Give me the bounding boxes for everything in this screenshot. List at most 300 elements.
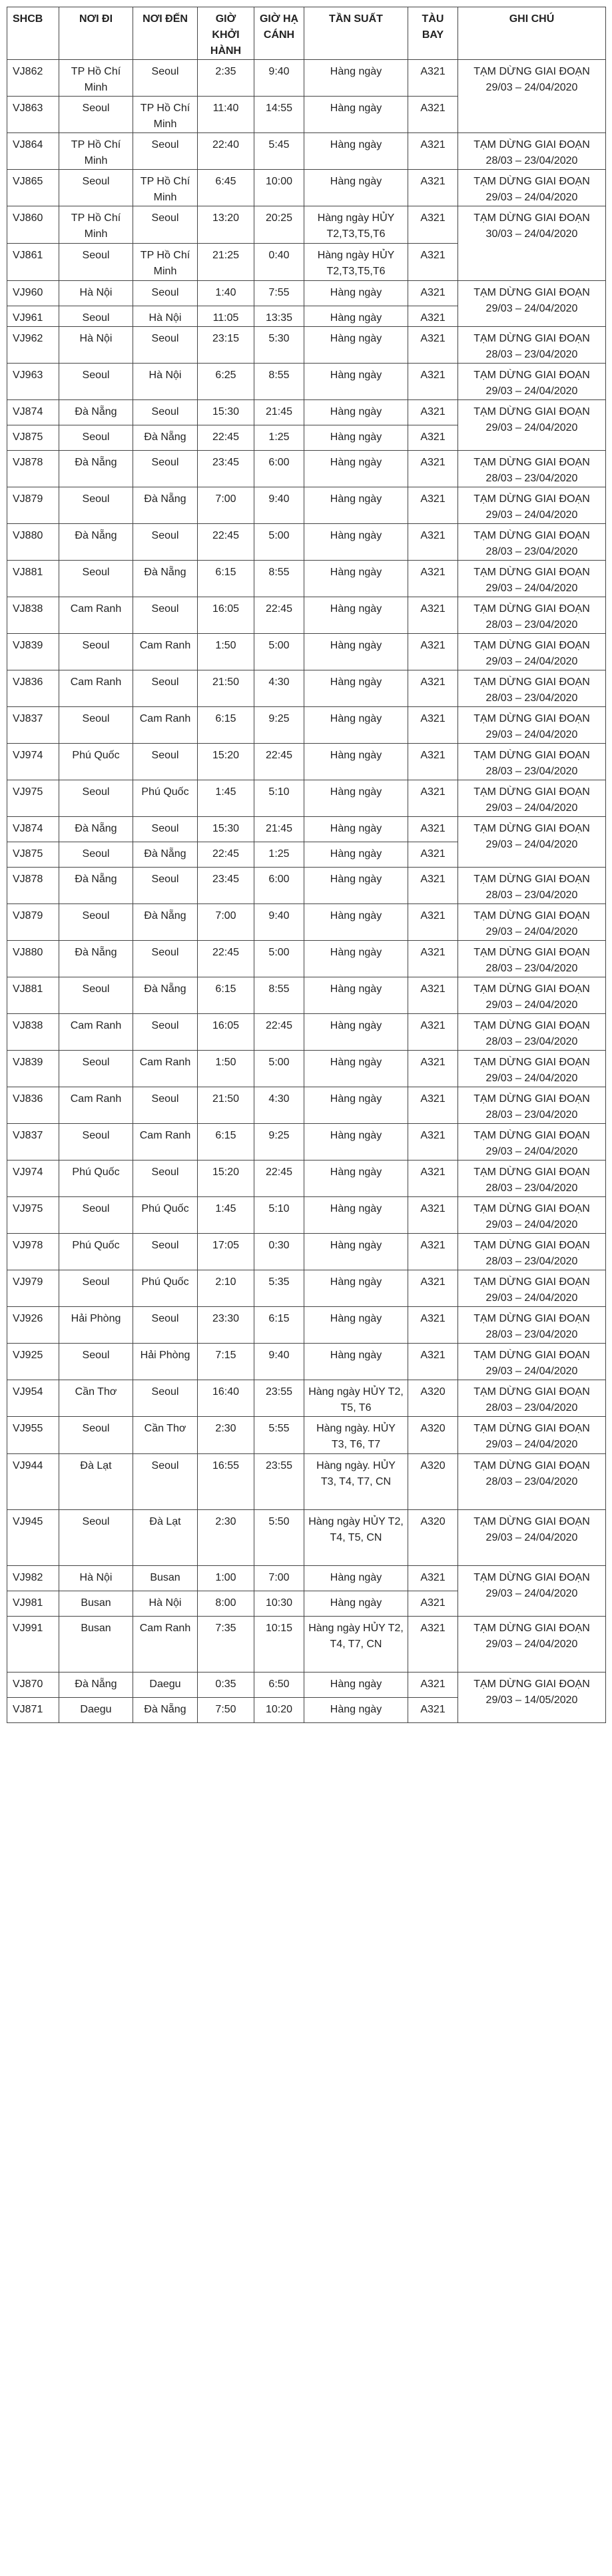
origin-cell: Seoul — [59, 780, 133, 817]
origin-cell: Đà Nẵng — [59, 941, 133, 977]
destination-cell: TP Hồ Chí Minh — [133, 170, 198, 206]
destination-cell: Seoul — [133, 206, 198, 244]
aircraft-cell: A321 — [408, 1051, 458, 1087]
frequency-cell: Hàng ngày — [304, 597, 408, 634]
notes-cell: TẠM DỪNG GIAI ĐOẠN 29/03 – 24/04/2020 — [458, 634, 606, 670]
aircraft-cell: A321 — [408, 170, 458, 206]
departure-time-cell: 7:00 — [198, 487, 254, 524]
departure-time-cell: 16:05 — [198, 597, 254, 634]
flight-code-cell: VJ954 — [7, 1380, 59, 1417]
departure-time-cell: 0:35 — [198, 1673, 254, 1698]
origin-cell: Seoul — [59, 1051, 133, 1087]
destination-cell: Hà Nội — [133, 306, 198, 327]
arrival-time-cell: 10:30 — [254, 1591, 304, 1617]
flight-code-cell: VJ874 — [7, 817, 59, 842]
aircraft-cell: A320 — [408, 1417, 458, 1454]
table-row — [7, 281, 606, 306]
destination-cell: Cam Ranh — [133, 1051, 198, 1087]
destination-cell: Phú Quốc — [133, 1270, 198, 1307]
table-row — [7, 561, 606, 597]
frequency-cell: Hàng ngày — [304, 1014, 408, 1051]
table-row — [7, 1454, 606, 1510]
frequency-cell: Hàng ngày — [304, 97, 408, 133]
arrival-time-cell: 9:40 — [254, 904, 304, 941]
departure-time-cell: 15:20 — [198, 744, 254, 780]
table-row — [7, 744, 606, 780]
destination-cell: Seoul — [133, 60, 198, 97]
aircraft-cell: A321 — [408, 1673, 458, 1698]
destination-cell: Seoul — [133, 1160, 198, 1197]
aircraft-cell: A321 — [408, 524, 458, 561]
arrival-time-cell: 9:40 — [254, 1344, 304, 1380]
departure-time-cell: 1:40 — [198, 281, 254, 306]
departure-time-cell: 23:15 — [198, 327, 254, 364]
departure-time-cell: 23:30 — [198, 1307, 254, 1344]
destination-cell: Đà Nẵng — [133, 977, 198, 1014]
arrival-time-cell: 10:15 — [254, 1617, 304, 1673]
table-row — [7, 1307, 606, 1344]
arrival-time-cell: 0:40 — [254, 244, 304, 281]
destination-cell: Seoul — [133, 670, 198, 707]
origin-cell: Đà Nẵng — [59, 400, 133, 425]
table-row — [7, 941, 606, 977]
arrival-time-cell: 20:25 — [254, 206, 304, 244]
frequency-cell: Hàng ngày — [304, 1124, 408, 1160]
notes-cell: TẠM DỪNG GIAI ĐOẠN 28/03 – 23/04/2020 — [458, 451, 606, 487]
departure-time-cell: 6:15 — [198, 977, 254, 1014]
destination-cell: Cam Ranh — [133, 634, 198, 670]
frequency-cell: Hàng ngày — [304, 1234, 408, 1270]
arrival-time-cell: 23:55 — [254, 1454, 304, 1510]
departure-time-cell: 7:00 — [198, 904, 254, 941]
frequency-cell: Hàng ngày — [304, 364, 408, 400]
notes-cell: TẠM DỪNG GIAI ĐOẠN 29/03 – 24/04/2020 — [458, 170, 606, 206]
arrival-time-cell: 5:55 — [254, 1417, 304, 1454]
aircraft-cell: A321 — [408, 744, 458, 780]
frequency-cell: Hàng ngày HỦY T2, T5, T6 — [304, 1380, 408, 1417]
notes-cell: TẠM DỪNG GIAI ĐOẠN 28/03 – 23/04/2020 — [458, 597, 606, 634]
header-frequency: TẦN SUẤT — [304, 7, 408, 60]
destination-cell: Seoul — [133, 451, 198, 487]
table-row — [7, 1510, 606, 1566]
departure-time-cell: 22:45 — [198, 941, 254, 977]
flight-code-cell: VJ878 — [7, 451, 59, 487]
table-row — [7, 1124, 606, 1160]
notes-cell: TẠM DỪNG GIAI ĐOẠN 28/03 – 23/04/2020 — [458, 1087, 606, 1124]
origin-cell: Đà Nẵng — [59, 817, 133, 842]
frequency-cell: Hàng ngày HỦY T2, T4, T7, CN — [304, 1617, 408, 1673]
origin-cell: Seoul — [59, 1270, 133, 1307]
header-shcb: SHCB — [7, 7, 59, 60]
frequency-cell: Hàng ngày — [304, 868, 408, 904]
origin-cell: Đà Nẵng — [59, 451, 133, 487]
origin-cell: Busan — [59, 1591, 133, 1617]
arrival-time-cell: 1:25 — [254, 842, 304, 868]
departure-time-cell: 22:45 — [198, 425, 254, 451]
notes-cell: TẠM DỪNG GIAI ĐOẠN 28/03 – 23/04/2020 — [458, 133, 606, 170]
notes-cell: TẠM DỪNG GIAI ĐOẠN 29/03 – 24/04/2020 — [458, 400, 606, 451]
table-row — [7, 868, 606, 904]
frequency-cell: Hàng ngày — [304, 1673, 408, 1698]
destination-cell: Cam Ranh — [133, 707, 198, 744]
flight-code-cell: VJ860 — [7, 206, 59, 244]
frequency-cell: Hàng ngày — [304, 780, 408, 817]
frequency-cell: Hàng ngày — [304, 451, 408, 487]
flight-code-cell: VJ974 — [7, 1160, 59, 1197]
aircraft-cell: A321 — [408, 1124, 458, 1160]
flight-code-cell: VJ837 — [7, 1124, 59, 1160]
flight-code-cell: VJ838 — [7, 597, 59, 634]
flight-code-cell: VJ961 — [7, 306, 59, 327]
flight-code-cell: VJ879 — [7, 487, 59, 524]
frequency-cell: Hàng ngày — [304, 1307, 408, 1344]
destination-cell: Đà Nẵng — [133, 842, 198, 868]
arrival-time-cell: 4:30 — [254, 1087, 304, 1124]
flight-code-cell: VJ975 — [7, 780, 59, 817]
aircraft-cell: A321 — [408, 1617, 458, 1673]
destination-cell: Seoul — [133, 524, 198, 561]
destination-cell: Hà Nội — [133, 364, 198, 400]
origin-cell: TP Hồ Chí Minh — [59, 133, 133, 170]
origin-cell: Cam Ranh — [59, 1087, 133, 1124]
flight-code-cell: VJ881 — [7, 977, 59, 1014]
table-row — [7, 1160, 606, 1197]
flight-code-cell: VJ963 — [7, 364, 59, 400]
flight-code-cell: VJ874 — [7, 400, 59, 425]
aircraft-cell: A321 — [408, 1197, 458, 1234]
aircraft-cell: A321 — [408, 97, 458, 133]
destination-cell: Phú Quốc — [133, 780, 198, 817]
flight-code-cell: VJ880 — [7, 524, 59, 561]
flight-code-cell: VJ978 — [7, 1234, 59, 1270]
table-row — [7, 1673, 606, 1698]
notes-cell: TẠM DỪNG GIAI ĐOẠN 28/03 – 23/04/2020 — [458, 1160, 606, 1197]
notes-cell: TẠM DỪNG GIAI ĐOẠN 29/03 – 24/04/2020 — [458, 1344, 606, 1380]
aircraft-cell: A321 — [408, 780, 458, 817]
flight-code-cell: VJ864 — [7, 133, 59, 170]
arrival-time-cell: 10:20 — [254, 1698, 304, 1723]
destination-cell: Đà Nẵng — [133, 1698, 198, 1723]
flight-code-cell: VJ862 — [7, 60, 59, 97]
notes-cell: TẠM DỪNG GIAI ĐOẠN 29/03 – 24/04/2020 — [458, 1051, 606, 1087]
aircraft-cell: A321 — [408, 306, 458, 327]
departure-time-cell: 6:15 — [198, 561, 254, 597]
notes-cell: TẠM DỪNG GIAI ĐOẠN 29/03 – 24/04/2020 — [458, 780, 606, 817]
frequency-cell: Hàng ngày — [304, 306, 408, 327]
aircraft-cell: A321 — [408, 487, 458, 524]
destination-cell: Đà Lạt — [133, 1510, 198, 1566]
table-row — [7, 597, 606, 634]
origin-cell: Seoul — [59, 97, 133, 133]
arrival-time-cell: 10:00 — [254, 170, 304, 206]
flight-code-cell: VJ837 — [7, 707, 59, 744]
destination-cell: Hà Nội — [133, 1591, 198, 1617]
table-row — [7, 451, 606, 487]
destination-cell: Seoul — [133, 1087, 198, 1124]
origin-cell: Cam Ranh — [59, 1014, 133, 1051]
destination-cell: Seoul — [133, 327, 198, 364]
flight-code-cell: VJ881 — [7, 561, 59, 597]
origin-cell: Seoul — [59, 425, 133, 451]
origin-cell: Hà Nội — [59, 281, 133, 306]
destination-cell: Phú Quốc — [133, 1197, 198, 1234]
arrival-time-cell: 6:15 — [254, 1307, 304, 1344]
frequency-cell: Hàng ngày — [304, 327, 408, 364]
notes-cell: TẠM DỪNG GIAI ĐOẠN 29/03 – 24/04/2020 — [458, 1197, 606, 1234]
frequency-cell: Hàng ngày — [304, 1344, 408, 1380]
departure-time-cell: 2:10 — [198, 1270, 254, 1307]
frequency-cell: Hàng ngày — [304, 904, 408, 941]
arrival-time-cell: 8:55 — [254, 561, 304, 597]
origin-cell: Seoul — [59, 244, 133, 281]
aircraft-cell: A321 — [408, 904, 458, 941]
frequency-cell: Hàng ngày — [304, 133, 408, 170]
table-row — [7, 1234, 606, 1270]
destination-cell: Busan — [133, 1566, 198, 1591]
departure-time-cell: 22:40 — [198, 133, 254, 170]
frequency-cell: Hàng ngày — [304, 1087, 408, 1124]
notes-cell: TẠM DỪNG GIAI ĐOẠN 28/03 – 23/04/2020 — [458, 1014, 606, 1051]
notes-cell: TẠM DỪNG GIAI ĐOẠN 28/03 – 23/04/2020 — [458, 327, 606, 364]
origin-cell: TP Hồ Chí Minh — [59, 206, 133, 244]
flight-code-cell: VJ962 — [7, 327, 59, 364]
departure-time-cell: 8:00 — [198, 1591, 254, 1617]
table-row — [7, 327, 606, 364]
flight-code-cell: VJ879 — [7, 904, 59, 941]
origin-cell: Đà Lạt — [59, 1454, 133, 1510]
flight-code-cell: VJ875 — [7, 842, 59, 868]
aircraft-cell: A321 — [408, 1014, 458, 1051]
frequency-cell: Hàng ngày — [304, 1591, 408, 1617]
origin-cell: Seoul — [59, 170, 133, 206]
destination-cell: Seoul — [133, 1307, 198, 1344]
flight-code-cell: VJ925 — [7, 1344, 59, 1380]
flight-code-cell: VJ861 — [7, 244, 59, 281]
header-destination: NƠI ĐẾN — [133, 7, 198, 60]
aircraft-cell: A321 — [408, 634, 458, 670]
flight-code-cell: VJ975 — [7, 1197, 59, 1234]
frequency-cell: Hàng ngày — [304, 1160, 408, 1197]
origin-cell: Busan — [59, 1617, 133, 1673]
arrival-time-cell: 5:00 — [254, 524, 304, 561]
aircraft-cell: A320 — [408, 1510, 458, 1566]
departure-time-cell: 22:45 — [198, 842, 254, 868]
flight-code-cell: VJ945 — [7, 1510, 59, 1566]
aircraft-cell: A321 — [408, 206, 458, 244]
notes-cell: TẠM DỪNG GIAI ĐOẠN 28/03 – 23/04/2020 — [458, 941, 606, 977]
flight-code-cell: VJ863 — [7, 97, 59, 133]
destination-cell: Seoul — [133, 133, 198, 170]
origin-cell: Đà Nẵng — [59, 1673, 133, 1698]
departure-time-cell: 11:40 — [198, 97, 254, 133]
departure-time-cell: 7:35 — [198, 1617, 254, 1673]
aircraft-cell: A321 — [408, 327, 458, 364]
departure-time-cell: 16:40 — [198, 1380, 254, 1417]
destination-cell: Seoul — [133, 597, 198, 634]
table-row — [7, 170, 606, 206]
aircraft-cell: A321 — [408, 842, 458, 868]
header-departure: NƠI ĐI — [59, 7, 133, 60]
table-row — [7, 780, 606, 817]
flight-code-cell: VJ979 — [7, 1270, 59, 1307]
arrival-time-cell: 5:00 — [254, 634, 304, 670]
frequency-cell: Hàng ngày HỦY T2,T3,T5,T6 — [304, 244, 408, 281]
arrival-time-cell: 5:10 — [254, 1197, 304, 1234]
arrival-time-cell: 21:45 — [254, 817, 304, 842]
frequency-cell: Hàng ngày. HỦY T3, T6, T7 — [304, 1417, 408, 1454]
frequency-cell: Hàng ngày — [304, 1270, 408, 1307]
arrival-time-cell: 5:00 — [254, 1051, 304, 1087]
flight-code-cell: VJ960 — [7, 281, 59, 306]
origin-cell: Seoul — [59, 1124, 133, 1160]
arrival-time-cell: 4:30 — [254, 670, 304, 707]
arrival-time-cell: 7:55 — [254, 281, 304, 306]
table-row — [7, 206, 606, 244]
destination-cell: Hải Phòng — [133, 1344, 198, 1380]
destination-cell: Đà Nẵng — [133, 561, 198, 597]
frequency-cell: Hàng ngày — [304, 170, 408, 206]
arrival-time-cell: 5:45 — [254, 133, 304, 170]
table-row — [7, 1566, 606, 1591]
notes-cell: TẠM DỪNG GIAI ĐOẠN 28/03 – 23/04/2020 — [458, 1454, 606, 1510]
frequency-cell: Hàng ngày — [304, 817, 408, 842]
arrival-time-cell: 21:45 — [254, 400, 304, 425]
origin-cell: Seoul — [59, 1344, 133, 1380]
origin-cell: Seoul — [59, 306, 133, 327]
destination-cell: TP Hồ Chí Minh — [133, 97, 198, 133]
aircraft-cell: A321 — [408, 1698, 458, 1723]
flight-code-cell: VJ838 — [7, 1014, 59, 1051]
destination-cell: Seoul — [133, 1234, 198, 1270]
flight-schedule-table — [7, 7, 606, 1723]
notes-cell: TẠM DỪNG GIAI ĐOẠN 28/03 – 23/04/2020 — [458, 524, 606, 561]
notes-cell: TẠM DỪNG GIAI ĐOẠN 28/03 – 23/04/2020 — [458, 670, 606, 707]
arrival-time-cell: 5:10 — [254, 780, 304, 817]
aircraft-cell: A321 — [408, 1344, 458, 1380]
flight-code-cell: VJ981 — [7, 1591, 59, 1617]
frequency-cell: Hàng ngày — [304, 634, 408, 670]
destination-cell: Đà Nẵng — [133, 904, 198, 941]
notes-cell: TẠM DỪNG GIAI ĐOẠN 29/03 – 24/04/2020 — [458, 487, 606, 524]
aircraft-cell: A321 — [408, 400, 458, 425]
origin-cell: TP Hồ Chí Minh — [59, 60, 133, 97]
frequency-cell: Hàng ngày — [304, 524, 408, 561]
destination-cell: Đà Nẵng — [133, 487, 198, 524]
arrival-time-cell: 8:55 — [254, 977, 304, 1014]
destination-cell: Seoul — [133, 868, 198, 904]
table-row — [7, 524, 606, 561]
notes-cell: TẠM DỪNG GIAI ĐOẠN 29/03 – 24/04/2020 — [458, 1417, 606, 1454]
table-row — [7, 1014, 606, 1051]
frequency-cell: Hàng ngày — [304, 425, 408, 451]
arrival-time-cell: 9:25 — [254, 1124, 304, 1160]
origin-cell: Cam Ranh — [59, 597, 133, 634]
table-row — [7, 1344, 606, 1380]
origin-cell: Seoul — [59, 487, 133, 524]
flight-code-cell: VJ836 — [7, 1087, 59, 1124]
arrival-time-cell: 5:35 — [254, 1270, 304, 1307]
origin-cell: Seoul — [59, 842, 133, 868]
destination-cell: Seoul — [133, 1014, 198, 1051]
table-header-row — [7, 7, 606, 60]
table-row — [7, 707, 606, 744]
origin-cell: Cam Ranh — [59, 670, 133, 707]
table-row — [7, 1197, 606, 1234]
departure-time-cell: 6:15 — [198, 707, 254, 744]
destination-cell: TP Hồ Chí Minh — [133, 244, 198, 281]
table-row — [7, 1087, 606, 1124]
departure-time-cell: 21:25 — [198, 244, 254, 281]
aircraft-cell: A321 — [408, 707, 458, 744]
table-row — [7, 364, 606, 400]
aircraft-cell: A321 — [408, 670, 458, 707]
aircraft-cell: A321 — [408, 1234, 458, 1270]
destination-cell: Seoul — [133, 281, 198, 306]
table-row — [7, 487, 606, 524]
table-body — [7, 60, 606, 1723]
frequency-cell: Hàng ngày — [304, 60, 408, 97]
departure-time-cell: 16:05 — [198, 1014, 254, 1051]
departure-time-cell: 17:05 — [198, 1234, 254, 1270]
header-arrival-time: GIỜ HẠ CÁNH — [254, 7, 304, 60]
departure-time-cell: 1:45 — [198, 1197, 254, 1234]
arrival-time-cell: 8:55 — [254, 364, 304, 400]
origin-cell: Hà Nội — [59, 1566, 133, 1591]
notes-cell: TẠM DỪNG GIAI ĐOẠN 30/03 – 24/04/2020 — [458, 206, 606, 281]
flight-code-cell: VJ926 — [7, 1307, 59, 1344]
aircraft-cell: A321 — [408, 941, 458, 977]
aircraft-cell: A321 — [408, 1270, 458, 1307]
origin-cell: Seoul — [59, 561, 133, 597]
notes-cell: TẠM DỪNG GIAI ĐOẠN 29/03 – 24/04/2020 — [458, 817, 606, 868]
origin-cell: Đà Nẵng — [59, 868, 133, 904]
origin-cell: Seoul — [59, 634, 133, 670]
table-row — [7, 1417, 606, 1454]
flight-code-cell: VJ955 — [7, 1417, 59, 1454]
arrival-time-cell: 5:00 — [254, 941, 304, 977]
origin-cell: Seoul — [59, 904, 133, 941]
table-row — [7, 670, 606, 707]
aircraft-cell: A321 — [408, 425, 458, 451]
departure-time-cell: 21:50 — [198, 670, 254, 707]
notes-cell: TẠM DỪNG GIAI ĐOẠN 29/03 – 24/04/2020 — [458, 1510, 606, 1566]
frequency-cell: Hàng ngày — [304, 977, 408, 1014]
arrival-time-cell: 6:00 — [254, 451, 304, 487]
frequency-cell: Hàng ngày — [304, 1698, 408, 1723]
departure-time-cell: 15:30 — [198, 400, 254, 425]
aircraft-cell: A321 — [408, 817, 458, 842]
notes-cell: TẠM DỪNG GIAI ĐOẠN 29/03 – 24/04/2020 — [458, 281, 606, 327]
notes-cell: TẠM DỪNG GIAI ĐOẠN 29/03 – 24/04/2020 — [458, 561, 606, 597]
destination-cell: Seoul — [133, 817, 198, 842]
flight-code-cell: VJ880 — [7, 941, 59, 977]
aircraft-cell: A321 — [408, 597, 458, 634]
flight-code-cell: VJ875 — [7, 425, 59, 451]
aircraft-cell: A321 — [408, 60, 458, 97]
destination-cell: Đà Nẵng — [133, 425, 198, 451]
frequency-cell: Hàng ngày — [304, 670, 408, 707]
origin-cell: Seoul — [59, 707, 133, 744]
aircraft-cell: A321 — [408, 1307, 458, 1344]
arrival-time-cell: 9:40 — [254, 60, 304, 97]
departure-time-cell: 15:30 — [198, 817, 254, 842]
frequency-cell: Hàng ngày — [304, 487, 408, 524]
notes-cell: TẠM DỪNG GIAI ĐOẠN 29/03 – 24/04/2020 — [458, 707, 606, 744]
departure-time-cell: 16:55 — [198, 1454, 254, 1510]
header-notes: GHI CHÚ — [458, 7, 606, 60]
aircraft-cell: A321 — [408, 364, 458, 400]
notes-cell: TẠM DỪNG GIAI ĐOẠN 29/03 – 24/04/2020 — [458, 1617, 606, 1673]
